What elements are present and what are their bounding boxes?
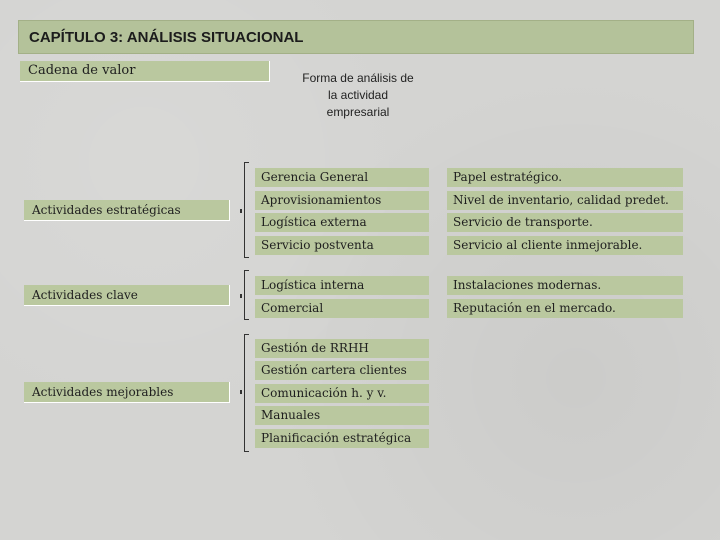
bracket-estrategicas [244, 162, 249, 258]
item-comunicacion [255, 384, 429, 403]
item-aprovisionamientos [255, 191, 429, 210]
note-reputacion [447, 299, 683, 318]
item-gestion-cartera [255, 361, 429, 380]
bracket-tick-estrategicas [240, 209, 242, 213]
actividades-estrategicas-box [24, 200, 230, 221]
actividades-estrategicas-label: Actividades estratégicas [32, 203, 181, 217]
item-gestion-rrhh [255, 339, 429, 358]
cadena-de-valor-box [20, 61, 270, 82]
actividades-clave-box [24, 285, 230, 306]
item-label: Gerencia General [261, 170, 369, 184]
bracket-tick-mejorables [240, 390, 242, 394]
item-label: Comunicación h. y v. [261, 386, 387, 400]
item-logistica-externa [255, 213, 429, 232]
actividades-mejorables-label: Actividades mejorables [32, 385, 174, 399]
note-servicio-cliente [447, 236, 683, 255]
note-instalaciones [447, 276, 683, 295]
item-servicio-postventa [255, 236, 429, 255]
item-label: Logística interna [261, 278, 365, 292]
item-planificacion [255, 429, 429, 448]
item-label: Planificación estratégica [261, 431, 412, 445]
cadena-de-valor-label: Cadena de valor [28, 63, 136, 78]
bracket-clave [244, 270, 249, 320]
note-label: Servicio al cliente inmejorable. [453, 238, 643, 252]
note-label: Nivel de inventario, calidad predet. [453, 193, 669, 207]
forma-analisis-text: Forma de análisis de la actividad empresarial [302, 71, 414, 119]
item-label: Gestión de RRHH [261, 341, 369, 355]
item-comercial [255, 299, 429, 318]
note-nivel-inventario [447, 191, 683, 210]
item-label: Manuales [261, 408, 321, 422]
note-label: Reputación en el mercado. [453, 301, 616, 315]
item-gerencia-general [255, 168, 429, 187]
bracket-tick-clave [240, 294, 242, 298]
item-label: Comercial [261, 301, 324, 315]
actividades-mejorables-box [24, 382, 230, 403]
note-servicio-transporte [447, 213, 683, 232]
bracket-mejorables [244, 334, 249, 452]
item-label: Servicio postventa [261, 238, 374, 252]
item-logistica-interna [255, 276, 429, 295]
actividades-clave-label: Actividades clave [32, 288, 138, 302]
title-bar [18, 20, 694, 54]
note-papel-estrategico [447, 168, 683, 187]
page-title: CAPÍTULO 3: ANÁLISIS SITUACIONAL [29, 29, 304, 46]
note-label: Papel estratégico. [453, 170, 563, 184]
note-label: Instalaciones modernas. [453, 278, 602, 292]
note-label: Servicio de transporte. [453, 215, 593, 229]
item-label: Gestión cartera clientes [261, 363, 407, 377]
item-label: Logística externa [261, 215, 367, 229]
item-manuales [255, 406, 429, 425]
item-label: Aprovisionamientos [261, 193, 382, 207]
